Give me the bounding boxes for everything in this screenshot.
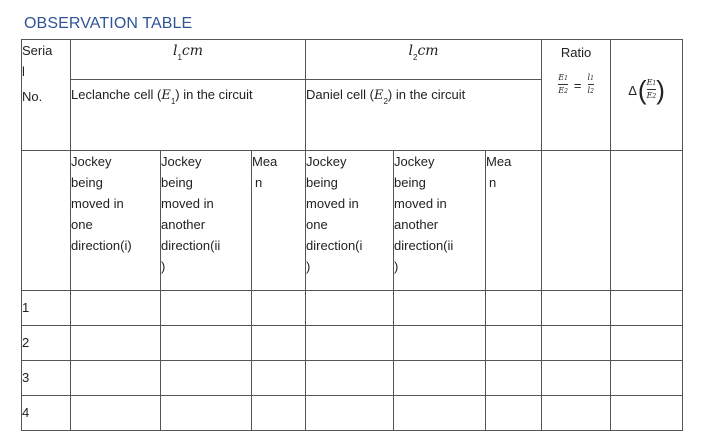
delta-formula: Δ ( $\frac{E1}{E2}$ ) <box>628 75 665 105</box>
ratio-formula: $\frac{E1}{E2}$ = $\frac{l1}{l2}$ <box>558 73 594 95</box>
l2-mean-header: Mea n <box>486 151 542 291</box>
blank-delta-subheader <box>611 151 683 291</box>
ratio-header: Ratio $\frac{E1}{E2}$ = $\frac{l1}{l2}$ <box>542 40 611 151</box>
observation-table <box>21 39 683 431</box>
l1-header: $l_1cm$ <box>71 40 306 80</box>
blank-serial-subheader <box>22 151 71 291</box>
row-number: 1 <box>22 291 71 326</box>
l2-dir2-cell[interactable] <box>394 291 486 326</box>
l2-mean-cell[interactable] <box>486 361 542 396</box>
l2-header: $l_2cm$ <box>306 40 542 80</box>
l1-mean-cell[interactable] <box>252 291 306 326</box>
l1-dir2-cell[interactable] <box>161 291 252 326</box>
l2-mean-cell[interactable] <box>486 396 542 431</box>
l1-dir2-cell[interactable] <box>161 361 252 396</box>
ratio-cell[interactable] <box>542 396 611 431</box>
l2-dir1-cell[interactable] <box>306 291 394 326</box>
blank-ratio-subheader <box>542 151 611 291</box>
l1-mean-cell[interactable] <box>252 396 306 431</box>
leclanche-cell-header: Leclanche cell $(E_1)$ in the circuit <box>71 80 306 151</box>
row-number: 4 <box>22 396 71 431</box>
daniel-cell-header: Daniel cell $(E_2)$ in the circuit <box>306 80 542 151</box>
l1-mean-cell[interactable] <box>252 326 306 361</box>
serial-number-header: Seria l No. <box>22 40 71 151</box>
table-row <box>22 361 683 396</box>
table-row <box>22 396 683 431</box>
delta-cell[interactable] <box>611 361 683 396</box>
delta-cell[interactable] <box>611 396 683 431</box>
l2-dir2-cell[interactable] <box>394 326 486 361</box>
l1-direction-one-header: Jockey being moved in one direction(i) <box>71 151 161 291</box>
l1-dir1-cell[interactable] <box>71 291 161 326</box>
l2-mean-cell[interactable] <box>486 326 542 361</box>
delta-cell[interactable] <box>611 326 683 361</box>
delta-cell[interactable] <box>611 291 683 326</box>
l1-mean-header: Mea n <box>252 151 306 291</box>
l1-dir1-cell[interactable] <box>71 396 161 431</box>
delta-ratio-header <box>611 40 683 151</box>
l2-direction-two-header: Jockey being moved in another direction(ii ) <box>394 151 486 291</box>
ratio-cell[interactable] <box>542 291 611 326</box>
ratio-cell[interactable] <box>542 361 611 396</box>
l1-dir1-cell[interactable] <box>71 361 161 396</box>
l2-direction-one-header: Jockey being moved in one direction(i ) <box>306 151 394 291</box>
l2-mean-cell[interactable] <box>486 291 542 326</box>
l2-dir2-cell[interactable] <box>394 396 486 431</box>
row-number: 2 <box>22 326 71 361</box>
l2-dir1-cell[interactable] <box>306 326 394 361</box>
l1-direction-two-header: Jockey being moved in another direction(ii ) <box>161 151 252 291</box>
l1-mean-cell[interactable] <box>252 361 306 396</box>
l2-dir2-cell[interactable] <box>394 361 486 396</box>
ratio-cell[interactable] <box>542 326 611 361</box>
table-title: OBSERVATION TABLE <box>24 15 193 32</box>
l1-dir2-cell[interactable] <box>161 326 252 361</box>
l1-dir1-cell[interactable] <box>71 326 161 361</box>
l2-dir1-cell[interactable] <box>306 361 394 396</box>
table-row <box>22 291 683 326</box>
l2-dir1-cell[interactable] <box>306 396 394 431</box>
row-number: 3 <box>22 361 71 396</box>
l1-dir2-cell[interactable] <box>161 396 252 431</box>
table-row <box>22 326 683 361</box>
